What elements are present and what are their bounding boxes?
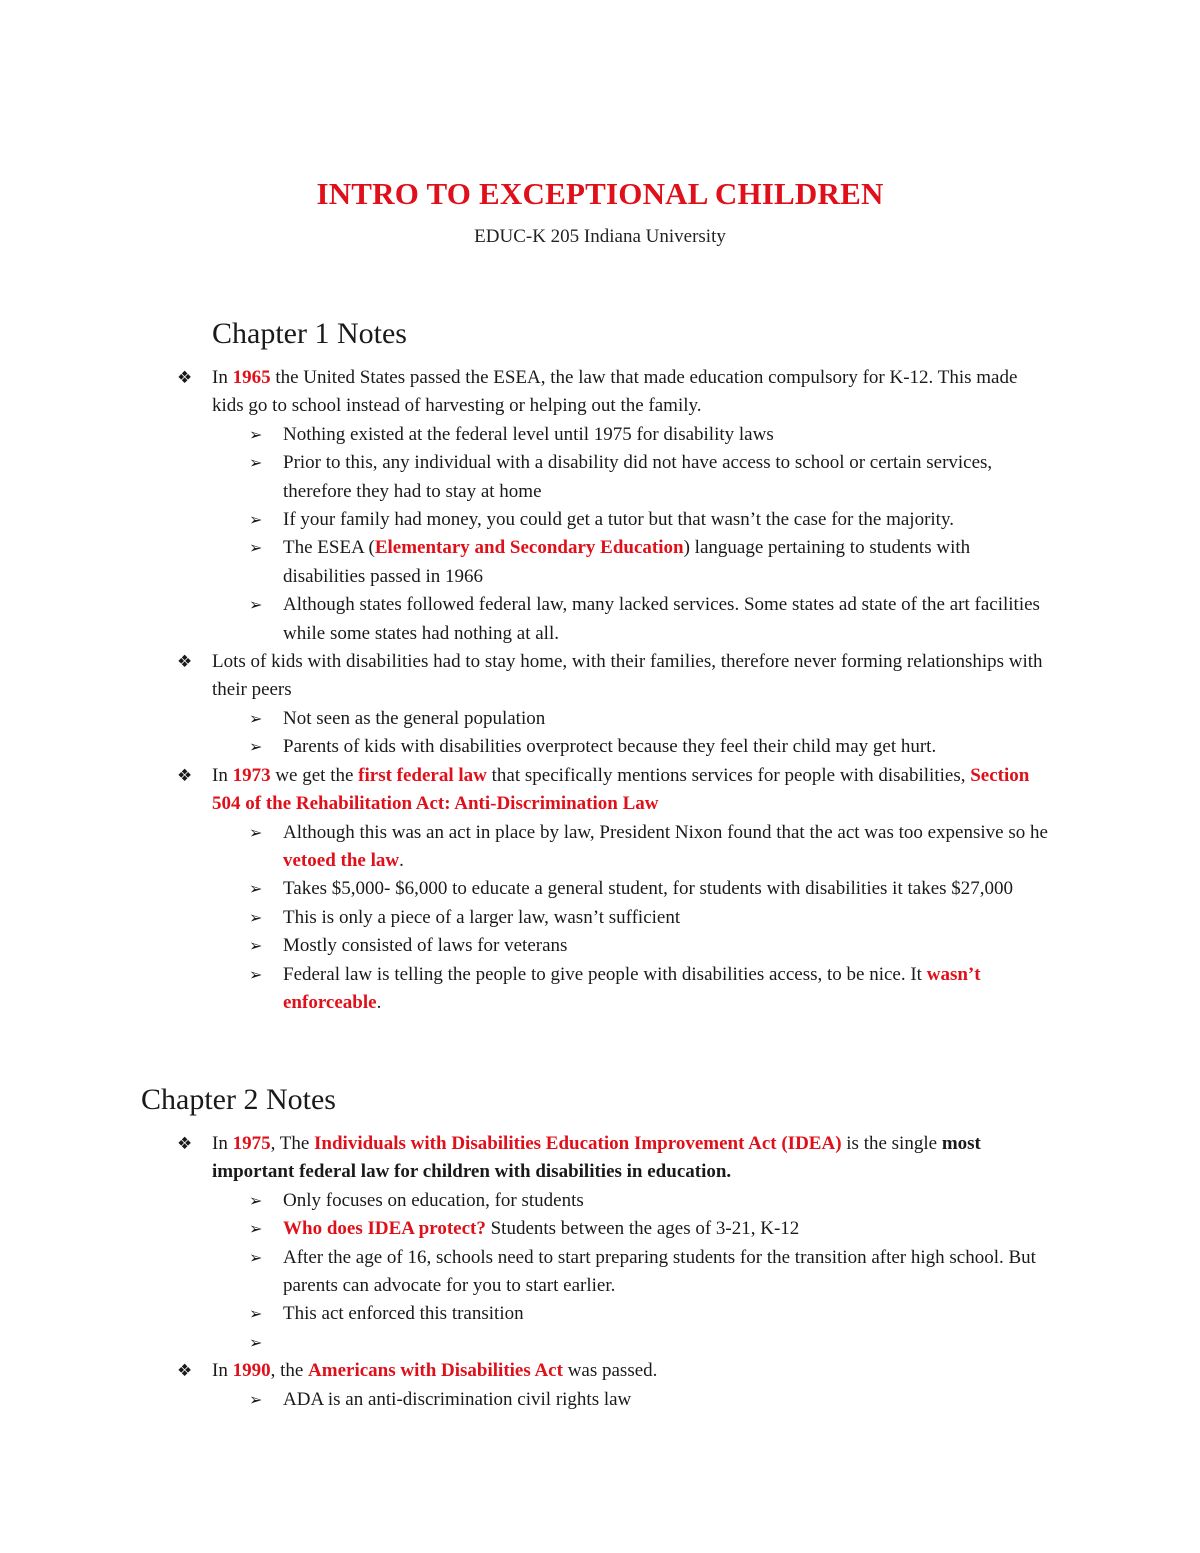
highlighted-text: Section 504 of the Rehabilitation Act: Anti-Discrimination Law [212, 764, 1030, 815]
chapter-1-notes-list [0, 364, 1200, 1017]
diamond-bullet-icon: ❖ [177, 765, 193, 786]
highlighted-text: 1975 [232, 1133, 271, 1154]
note-text: In [212, 1360, 233, 1382]
note-subitem [0, 705, 1053, 733]
note-text: In [212, 367, 233, 388]
arrow-bullet-icon: ➢ [249, 1389, 263, 1409]
note-text: After the age of 16, schools need to start preparing students for the transition after high school. But parents can advocate for you to start earlier. [283, 1246, 1036, 1297]
highlighted-text: Who does IDEA protect? [283, 1218, 486, 1240]
arrow-bullet-icon: ➢ [249, 708, 263, 728]
page-subtitle: EDUC-K 205 Indiana University [474, 226, 726, 247]
note-text: , The [270, 1133, 315, 1154]
note-subitem [0, 819, 1053, 876]
note-text: Federal law is telling the people to give people with disabilities access, to be nice. It [283, 963, 927, 985]
note-subitem [0, 591, 1053, 648]
note-subitem [0, 1300, 1053, 1328]
arrow-bullet-icon: ➢ [249, 964, 263, 984]
arrow-bullet-icon: ➢ [249, 1332, 263, 1352]
arrow-bullet-icon: ➢ [249, 936, 263, 956]
arrow-bullet-icon: ➢ [249, 1247, 263, 1267]
chapter-1-heading: Chapter 1 Notes [212, 317, 407, 350]
arrow-bullet-icon: ➢ [249, 510, 263, 530]
note-text: In [212, 1133, 233, 1154]
note-subitem [0, 961, 1053, 1018]
note-text: This act enforced this transition [283, 1303, 524, 1325]
note-text: Nothing existed at the federal level until 1975 for disability laws [283, 423, 774, 445]
note-text: Takes $5,000- $6,000 to educate a general student, for students with disabilities it takes $27,000 [283, 878, 1014, 900]
note-subitem [0, 1244, 1053, 1301]
highlighted-text: Elementary and Secondary Education [374, 537, 684, 559]
arrow-bullet-icon: ➢ [249, 538, 263, 558]
note-text: was passed. [562, 1360, 658, 1382]
diamond-bullet-icon: ❖ [177, 1361, 193, 1382]
note-subitem [0, 1215, 1053, 1243]
arrow-bullet-icon: ➢ [249, 879, 263, 899]
diamond-bullet-icon: ❖ [177, 652, 193, 673]
note-text: Lots of kids with disabilities had to stay home, with their families, therefore never forming relationships with their peers [212, 651, 1043, 701]
arrow-bullet-icon: ➢ [249, 822, 263, 842]
arrow-bullet-icon: ➢ [249, 424, 263, 444]
bold-text: most important federal law for children with disabilities in education. [212, 1133, 981, 1183]
note-item [0, 364, 1052, 421]
note-subitem [0, 1386, 1053, 1414]
diamond-bullet-icon: ❖ [177, 1134, 193, 1154]
note-text: Only focuses on education, for students [283, 1189, 584, 1211]
note-text: In [212, 764, 233, 786]
note-subitem [0, 449, 1053, 506]
note-item [0, 1130, 1052, 1187]
highlighted-text: Individuals with Disabilities Education Improvement Act (IDEA) [314, 1133, 842, 1154]
note-subitem [0, 1329, 1053, 1357]
note-subitem [0, 534, 1053, 591]
note-subitem [0, 904, 1053, 932]
note-subitem [0, 733, 1053, 761]
note-text: ADA is an anti-discrimination civil rights law [283, 1388, 632, 1410]
chapter-2-notes-list [0, 1130, 1200, 1414]
arrow-bullet-icon: ➢ [249, 1190, 263, 1210]
arrow-bullet-icon: ➢ [249, 453, 263, 473]
note-item [0, 762, 1052, 819]
note-subitem [0, 506, 1053, 534]
highlighted-text: vetoed the law [283, 849, 400, 871]
note-text: Although this was an act in place by law, President Nixon found that the act was too expensive so he [283, 821, 1048, 843]
arrow-bullet-icon: ➢ [249, 1219, 263, 1239]
page-title: INTRO TO EXCEPTIONAL CHILDREN [316, 176, 884, 211]
note-text: Not seen as the general population [283, 707, 546, 729]
arrow-bullet-icon: ➢ [249, 907, 263, 927]
note-subitem [0, 421, 1053, 449]
arrow-bullet-icon: ➢ [249, 595, 263, 615]
note-text: Parents of kids with disabilities overprotect because they feel their child may get hurt. [283, 736, 937, 758]
note-text: ) language pertaining to students with disabilities passed in 1966 [283, 537, 971, 587]
note-subitem [0, 932, 1053, 960]
highlighted-text: 1990 [232, 1360, 271, 1382]
note-text: Students between the ages of 3-21, K-12 [485, 1218, 800, 1240]
highlighted-text: Americans with Disabilities Act [308, 1360, 563, 1382]
note-text: is the single [841, 1133, 942, 1154]
note-text: . [376, 991, 382, 1013]
note-text: we get the [270, 764, 359, 786]
note-text: . [399, 849, 404, 871]
note-text: This is only a piece of a larger law, wasn’t sufficient [283, 906, 681, 928]
highlighted-text: wasn’t enforceable [283, 963, 981, 1013]
note-item [0, 1357, 1052, 1385]
note-text: , the [270, 1360, 309, 1382]
chapter-2-heading: Chapter 2 Notes [141, 1083, 336, 1116]
note-subitem [0, 1187, 1053, 1215]
note-text: that specifically mentions services for people with disabilities, [486, 764, 971, 786]
arrow-bullet-icon: ➢ [249, 737, 263, 757]
note-subitem [0, 875, 1053, 903]
note-text: Prior to this, any individual with a disability did not have access to school or certain services, therefore they had to stay at home [283, 452, 993, 502]
note-text: If your family had money, you could get a tutor but that wasn’t the case for the majority. [283, 509, 954, 531]
highlighted-text: 1973 [232, 764, 271, 786]
note-text: The ESEA ( [283, 537, 375, 559]
arrow-bullet-icon: ➢ [249, 1304, 263, 1324]
note-text: the United States passed the ESEA, the law that made education compulsory for K-12. This made kids go to school instead of harvesting or helping out the family. [212, 367, 1018, 417]
highlighted-text: 1965 [232, 367, 271, 388]
note-item [0, 648, 1052, 705]
highlighted-text: first federal law [358, 764, 487, 786]
note-text: Although states followed federal law, many lacked services. Some states ad state of the art facilities while some states had nothing at all. [283, 594, 1040, 644]
note-text: Mostly consisted of laws for veterans [283, 935, 568, 957]
diamond-bullet-icon: ❖ [177, 368, 193, 388]
